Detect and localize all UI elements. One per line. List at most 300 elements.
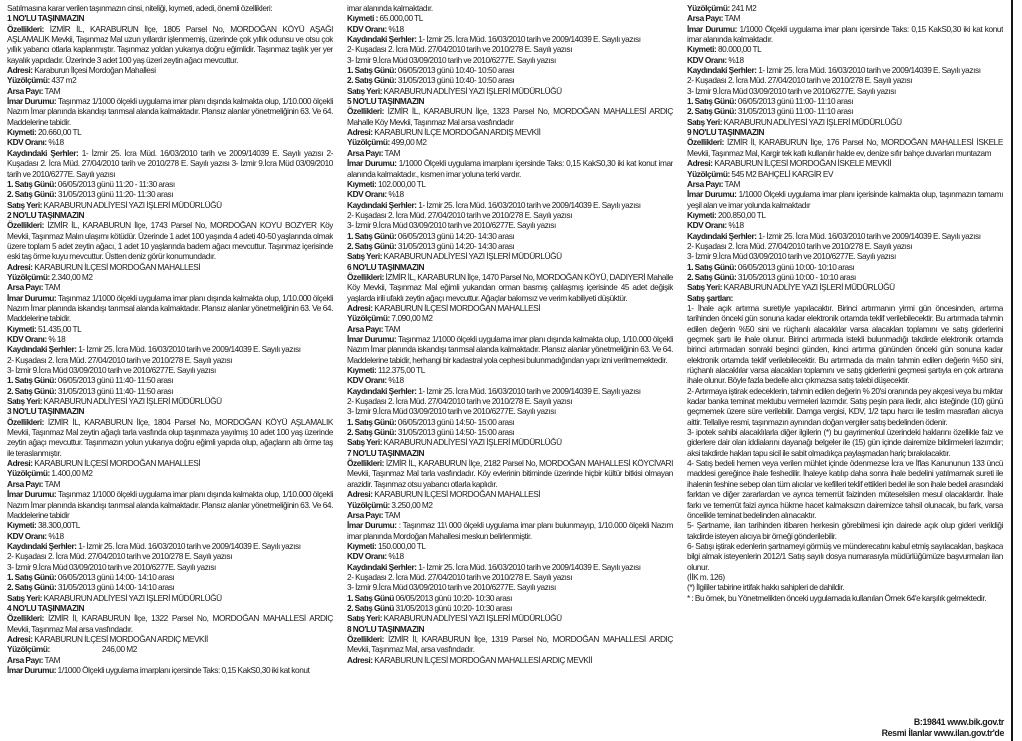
text-run: KARABURUN ADLİYESİ YAZI İŞLERİ MÜDÜRLÜĞÜ xyxy=(722,116,902,127)
bold-label: 2. Satış Günü: xyxy=(347,75,397,86)
notice-line xyxy=(7,386,333,396)
bold-label: 1. Satış Günü: xyxy=(687,261,737,272)
bold-label: Adresi: xyxy=(7,65,33,76)
text-run: Satılmasına karar verilen taşınmazın cinsi, niteliği, kıymeti, adedi, önemli özellikleri: xyxy=(7,3,273,13)
bold-label: 1. Satış Günü: xyxy=(7,375,57,386)
text-run: 3- İzmir 9.İcra Müd 03/09/2010 tarih ve 2010/6277E. Sayılı yazısı xyxy=(687,85,896,96)
notice-line xyxy=(7,458,333,468)
text-run: İZMİR İl, KARABURUN İlçe, 176 Parsel No, MORDOĞAN MAHALLESİ İSKELE Mevkii, Taşınmaz Mal, Kargir tek katlı kullanılır halde ev, denize sıfır bahçe duvarları muntazam xyxy=(687,137,1003,158)
bold-label: KDV Oranı: xyxy=(347,551,387,562)
bold-label: Yüzölçümü: xyxy=(7,644,50,655)
bold-label: Yüzölçümü: xyxy=(7,271,50,282)
notice-line xyxy=(347,34,673,44)
notice-line xyxy=(347,365,673,375)
text-run: KARABURUN ADLİYESİ YAZI İŞLERİ MÜDÜRLÜĞÜ xyxy=(42,592,222,603)
bold-label: 8 NO'LU TAŞINMAZIN xyxy=(347,623,425,634)
text-run: %18 xyxy=(386,189,404,200)
text-run: 06/05/2013 günü 10:00- 10:10 arası xyxy=(736,261,855,272)
text-run: KARABURUN İLÇESİ MORDOĞAN MAHALLESİ xyxy=(32,261,201,272)
text-run: İZMİR İL, KARABURUN İlçe, 1470 Parsel No, MORDOĞAN KÖYÜ, DADIYERİ Mahalle Köy Mevkii, Taşınmaz Mal eğimli yukarıdan orman basmış çalılaşmış içerisinde 45 adet değişik yaşlarda irili ufaklı zeytin ağaçı mevcuttur. Ağaçlar bakımsız ve verim kabiliyeti düşüktür. xyxy=(347,271,673,303)
notice-line xyxy=(7,179,333,189)
notice-line xyxy=(7,375,333,385)
bold-label: İmar Durumu: xyxy=(347,334,397,344)
notice-line xyxy=(7,644,333,654)
text-run: 102.000,00 TL xyxy=(376,178,426,189)
bold-label: Kıymeti: xyxy=(347,365,377,376)
notice-line xyxy=(687,3,1003,13)
notice-line xyxy=(347,375,673,385)
column-2 xyxy=(347,3,673,739)
bold-label: İmar Durumu: xyxy=(347,158,397,169)
bold-label: Kıymeti: xyxy=(347,178,377,189)
notice-line xyxy=(347,427,673,437)
notice-line xyxy=(687,44,1003,54)
notice-line xyxy=(7,593,333,603)
bold-label: Arsa Payı: xyxy=(687,13,724,24)
notice-line xyxy=(347,55,673,65)
text-run: 31/05/2013 günü 10:40- 10:50 arası xyxy=(396,75,515,86)
bold-label: Kaydındaki Şerhler: xyxy=(687,230,757,241)
bold-label: 4 NO'LU TAŞINMAZIN xyxy=(7,602,85,613)
bold-label: İmar Durumu: xyxy=(7,665,57,675)
notice-line xyxy=(347,386,673,396)
bold-label: İmar Durumu: xyxy=(687,23,737,34)
notice-line xyxy=(347,137,673,147)
notice-line xyxy=(347,24,673,34)
notice-line xyxy=(347,272,673,303)
notice-line xyxy=(7,355,333,365)
bold-label: Kaydındaki Şerhler: xyxy=(7,344,77,355)
text-run: 246,00 M2 xyxy=(101,644,137,655)
bold-label: Kaydındaki Şerhler: xyxy=(347,199,417,210)
text-run: TAM xyxy=(383,509,401,520)
sale-term-1 xyxy=(687,303,1003,386)
text-run: TAM xyxy=(383,147,401,158)
text-run: İZMİR İL, KARABURUN İlçe, 1804 Parsel No, MORDOĞAN KÖYÜ AŞLAMALIK Mevkii, Taşınmaz Mal zeytin ağaçlı tarla vasfında olup taşınmaza yayılmış 10 adet 100 yaş üzerinde zeytin ağaçı mevcuttur. Taşınmazın yolun yukarıya doğru eğimli yapıda olup, ağaçların altı örme taş ile teraslanmıştır. xyxy=(7,416,333,458)
text-run: %18 xyxy=(386,375,404,386)
notice-line xyxy=(7,334,333,344)
notice-line xyxy=(687,282,1003,292)
text-run: 3.250,00 M2 xyxy=(389,499,433,510)
notice-line xyxy=(687,106,1003,116)
bold-label: Özellikleri: xyxy=(347,106,384,117)
bik-code: B:19841 www.bik.gov.tr xyxy=(913,716,1004,727)
notice-line xyxy=(347,324,673,334)
text-run: 4- Satış bedeli hemen veya verilen mühlet içinde ödenmezse İcra ve İflas Kanununun 133 üncü maddesi gereğince ihale feshedilir. İhaleye katılıp daha sonra ihale bedelini yatılmamak sureti ile ihalenin feshine sebep olan tüm alıcılar ve kefilleri teklif ettikleri bedel ile son ihale bedeli arasındaki farktan ve diğer zararlardan ve ayrıca temerrüt faizinden müteselsilen mesul olacaklardır. İhale farkı ve temerrüt faizi ayrıca hükme hacet kalmaksızın dairemizce tahsil olunacak, bu fark, varsa öncelikle teminat bedelinden alınacaktır. xyxy=(687,458,1003,520)
bold-label: 1. Satış Günü: xyxy=(347,230,397,241)
sale-term-6 xyxy=(687,541,1003,572)
bold-label: KDV Oranı: xyxy=(7,530,47,541)
text-run: %18 xyxy=(46,530,64,541)
notice-line xyxy=(7,127,333,137)
notice-line xyxy=(347,551,673,561)
bold-label: 2. Satış Günü: xyxy=(687,106,737,117)
text-run: 1/1000 Ölçekli uygulama imar planı içersinde Taks: 0,15 KakS0,30 iki kat konut imar alanında kalmaktadır. xyxy=(687,23,1003,45)
text-run: İZMİR İl, KARABURUN İlçe, 1322 Parsel No, MORDOĞAN MAHALLESİ ARDIÇ Mevkii, Taşınmaz Mal arsa vasfındadır. xyxy=(7,613,333,634)
text-run: 80.000,00 TL xyxy=(716,44,762,55)
notice-line xyxy=(347,241,673,251)
text-run: (*) İlgililer tabirine irtifak hakkı sahipleri de dahildir. xyxy=(687,582,845,593)
bold-label: Yüzölçümü: xyxy=(687,3,730,13)
notice-line xyxy=(7,562,333,572)
bold-label: Satış Yeri: xyxy=(7,592,43,603)
bold-label: Arsa Payı: xyxy=(7,85,44,96)
bold-label: İmar Durumu: xyxy=(687,189,737,200)
bold-label: 2 NO'LU TAŞINMAZIN xyxy=(7,209,85,220)
text-run: KARABURUN İLÇESİ MORDOĞAN MAHALLESİ xyxy=(32,458,201,469)
intro-line xyxy=(7,3,333,13)
bold-label: 2. Satış Günü: xyxy=(347,427,397,438)
text-run: KARABURUN ADLİYESİ YAZI İŞLERİ MÜDÜRLÜĞÜ xyxy=(382,85,562,96)
notice-columns xyxy=(7,3,1003,739)
notice-line xyxy=(347,75,673,85)
bold-label: Yüzölçümü: xyxy=(347,137,390,148)
bold-label: Özellikleri: xyxy=(7,23,44,34)
notice-line xyxy=(687,117,1003,127)
notice-line xyxy=(7,282,333,292)
text-run: 3- ipotek sahibi alacaklılarla diğer ilgilerin (*) bu gayrimenkul üzerindeki haklarını özellikle faiz ve giderlere dair olan iddialarını dayanağı belgeler ile (15) gün içinde dairemize bildirmeleri lazımdır; aksi takdirde hakları tapu sicil ile sabit olmadıkça paylaşmadan hariç bırakılacaktır. xyxy=(687,427,1003,458)
text-run: KARABURUN ADLİYESİ YAZI İŞLERİ MÜDÜRLÜĞÜ xyxy=(382,251,562,262)
notice-line xyxy=(347,396,673,406)
text-run: KARABURUN ADLİYESİ YAZI İŞLERİ MÜDÜRLÜĞÜ xyxy=(382,613,562,624)
bold-label: Arsa Payı: xyxy=(687,178,724,189)
text-run: 6- Satışı iştirak edenlerin şartnameyi görmüş ve münderecatını kabul etmiş sayılacakları, başkaca bilgi almak isteyenlerin 2012/1 Satış sayılı dosya numarasıyla müdürlüğümüze başvurmaları ilan olunur. xyxy=(687,540,1003,572)
notice-line xyxy=(347,251,673,261)
text-run: 31/05/2013 günü 10:20- 10:30 arası xyxy=(393,602,513,613)
notice-line xyxy=(7,417,333,458)
text-run: 2- Kuşadası 2. İcra Müd. 27/04/2010 tarih ve 2010/278 E. Sayılı yazısı xyxy=(347,396,573,407)
text-run: Taşınmaz 1/1000 ölçekli uygulama imar planı dışında kalmakta olup, 1/10.000 ölçekli Nazım İmar planında iskandışı tarımsal alanda kalmaktadır. Plansız alanlar yönetmeliğinin 63. Ve 64. Maddelerine tabidir. xyxy=(7,96,333,127)
text-run: 65.000,00 TL xyxy=(377,13,423,24)
text-run: TAM xyxy=(43,282,61,293)
bold-label: Adresi: xyxy=(687,158,713,169)
text-run: TAM xyxy=(723,13,741,24)
notice-line xyxy=(7,272,333,282)
text-run: 1- İhale açık artırma suretiyle yapılacaktır. Birinci artırmanın yirmi gün öncesinden, artırma tarihinden önceki gün sonuna kadar elektronik ortamda teklif verilebilecektir. Bu artırmada tahmin edilen değerin %50 sini ve rüçhanlı alacaklılar varsa alacakları toplamını ve satış giderlerini geçmek şartı ile ihale olunur. Birinci artırmada istekli bulunmadığı takdirde elektronik ortamda birinci artırmadan sonraki beşinci günden, ikinci artırma gününden önceki gün sonuna kadar elektronik ortamda teklif verilebilecektir. Bu artırmada da malın tahmin edilen değerin %50 sini, rüçhanlı alacaklılar varsa alacakları toplamını ve satış giderlerini geçmesi şartıyla en çok artırana ihale olunur. Böyle fazla bedelle alıcı çıkmazsa satış talebi düşecektir. xyxy=(687,302,1003,386)
text-run: KARABURUN İLÇESİ MORDOĞAN İSKELE MEVKİİ xyxy=(712,158,892,169)
bold-label: 2. Satış Günü: xyxy=(7,385,57,396)
notice-line xyxy=(687,65,1003,75)
text-run: 2- Artırmaya iştirak edeceklerin, tahmin edilen değerin % 20'si oranında pey akçesi veya bu miktar kadar banka teminat mektubu vermeleri lazımdır. Satış peşin para iledir, alıcı isteğinde (10) günü geçmemek üzere süre verilebilir. Damga vergisi, KDV, 1/2 tapu harcı ile teslim masrafları alıcıya aittir. Tellaliye resmi, taşınmazın aynından doğan vergiler satış bedelinden ödenir. xyxy=(687,385,1003,427)
bold-label: Arsa Payı: xyxy=(347,147,384,158)
bold-label: Özellikleri: xyxy=(347,271,384,282)
bold-label: 2. Satış Günü: xyxy=(687,271,737,282)
text-run: Taşınmaz 1/1000 ölçekli uygulama imar planı dışında kalmakta olup, 1/10.000 ölçekli Nazım İmar planında iskandışı tarımsal alanda kalmaktadır. Plansız alanlar yönetmeliğinin 63. Ve 64. Maddelerine tabidir, herhangi bir kadastral yola cephesi bulunmadığından yapı izni verilmemektedir. xyxy=(347,334,673,365)
notice-line xyxy=(347,44,673,54)
text-run: 2- Kuşadası 2. İcra Müd. 27/04/2010 tarih ve 2010/278 E. Sayılı yazısı xyxy=(687,240,913,251)
text-run: 1.400,00 M2 xyxy=(49,468,93,479)
notice-line xyxy=(687,55,1003,65)
notice-line xyxy=(687,593,1003,603)
notice-line xyxy=(7,344,333,354)
bold-label: Arsa Payı: xyxy=(7,478,44,489)
bold-label: Kaydındaki Şerhler: xyxy=(347,561,417,572)
text-run: TAM xyxy=(43,654,61,665)
page-right-border xyxy=(1011,0,1013,741)
text-run: (İİK m. 126) xyxy=(687,571,725,582)
text-run: Taşınmaz 1/1000 ölçekli uygulama imar planı dışında kalmakta olup, 1/10.000 ölçekli Nazım İmar planında iskandışı tarımsal alanda kalmaktadır. Plansız alanlar yönetmeliğinin 63. Ve 64. Maddelerine tabidir xyxy=(7,489,333,520)
notice-line xyxy=(687,24,1003,45)
notice-line xyxy=(347,210,673,220)
bold-label: İmar Durumu: xyxy=(347,520,397,531)
notice-line xyxy=(7,220,333,261)
bold-label: İmar Durumu: xyxy=(7,292,57,303)
property-2-heading xyxy=(7,210,333,220)
text-run: 06/05/2013 günü 14:20- 14:30 arası xyxy=(396,230,515,241)
notice-line xyxy=(347,106,673,127)
bold-label: KDV Oranı: xyxy=(7,137,47,148)
text-run: 241 M2 xyxy=(729,3,757,13)
text-run: 2- Kuşadası 2. İcra Müd. 27/04/2010 tarih ve 2010/278 E. Sayılı yazısı xyxy=(687,75,913,86)
sale-term-4 xyxy=(687,458,1003,520)
bold-label: Adresi: xyxy=(347,654,373,665)
notice-line xyxy=(347,86,673,96)
text-run: 200.850,00 TL xyxy=(716,209,766,220)
text-run: %18 xyxy=(726,220,744,231)
notice-line xyxy=(687,169,1003,179)
text-run: %18 xyxy=(386,551,404,562)
notice-line xyxy=(7,468,333,478)
text-run: 2- Kuşadası 2. İcra Müd. 27/04/2010 tarih ve 2010/278 E. Sayılı yazısı xyxy=(347,571,573,582)
notice-line xyxy=(347,655,673,665)
text-run: 1- İzmir 25. İcra Müd. 16/03/2010 tarih ve 2009/14039 E. Sayılı yazısı xyxy=(416,385,641,396)
notice-line xyxy=(687,220,1003,230)
text-run: Karaburun İlçesi Mordoğan Mahallesi xyxy=(32,65,156,76)
property-6-heading xyxy=(347,262,673,272)
text-run: 5- Şartname, ilan tarihinden itibaren herkesin görebilmesi için dairede açık olup gideri verildiği takdirde isteyen alıcıya bir örneği gönderilebilir. xyxy=(687,520,1003,541)
text-run: 06/05/2013 günü 14:50- 15:00 arası xyxy=(396,416,515,427)
bold-label: Kaydındaki Şerhler: xyxy=(687,65,757,76)
sale-term-5 xyxy=(687,520,1003,541)
text-run: Taşınmaz 1/1000 ölçekli uygulama imar planı dışında kalmakta olup, 1/10.000 ölçekli Nazım İmar planında iskandışı tarımsal alanda kalmaktadır. Plansız alanlar yönetmeliğinin 63. Ve 64. Maddelerine tabidir. xyxy=(7,292,333,324)
text-run: 2- Kuşadası 2. İcra Müd. 27/04/2010 tarih ve 2010/278 E. Sayılı yazısı xyxy=(347,44,573,55)
text-run: İZMİR İL, KARABURUN İlçe, 2182 Parsel No, MORDOĞAN MAHALLESİ KÖYCİVARI Mevkii, Taşınmaz Mal tarla vasfındadır. Köy evlerinin bitiminde üzerinde hiçbir kültür bitkisi olmayan arazidir. Taşınmaz otsu yabancı otlarla kaplıdır. xyxy=(347,458,673,489)
bold-label: Satış Yeri: xyxy=(7,199,43,210)
bold-label: Kıymeti: xyxy=(7,323,37,334)
bold-label: Kaydındaki Şerhler: xyxy=(7,540,77,551)
text-run: %18 xyxy=(46,137,64,148)
bold-label: Kıymeti: xyxy=(687,209,717,220)
bold-label: 1. Satış Günü: xyxy=(347,416,397,427)
text-run: 150.000,00 TL xyxy=(376,540,426,551)
notice-line xyxy=(7,189,333,199)
notice-line xyxy=(7,24,333,65)
text-run: 7.090,00 M2 xyxy=(389,313,433,324)
notice-line xyxy=(687,241,1003,251)
notice-line xyxy=(347,613,673,623)
text-run: KARABURUN ADLİYESİ YAZI İŞLERİ MÜDÜRLÜĞÜ xyxy=(42,199,222,210)
notice-line xyxy=(7,520,333,530)
text-run: KARABURUN İLÇESİ MORDOĞAN MAHALLESİ ARDIÇ MEVKİİ xyxy=(372,654,593,665)
text-run: % 18 xyxy=(46,334,66,344)
notice-line xyxy=(347,489,673,499)
notice-line xyxy=(347,562,673,572)
text-run: 3- İzmir 9.İcra Müd 03/09/2010 tarih ve 2010/6277E. Sayılı yazısı xyxy=(347,406,556,417)
notice-line xyxy=(687,572,1003,582)
text-run: TAM xyxy=(723,178,741,189)
notice-line xyxy=(687,210,1003,220)
bold-label: Adresi: xyxy=(347,489,373,500)
notice-line xyxy=(347,510,673,520)
notice-line xyxy=(347,500,673,510)
text-run: 3- İzmir 9.İcra Müd 03/09/2010 tarih ve 2010/6277E. Sayılı yazısı xyxy=(347,220,556,231)
notice-line xyxy=(687,179,1003,189)
bold-label: Kıymeti: xyxy=(347,540,377,551)
notice-line xyxy=(7,551,333,561)
text-run: : Taşınmaz 11\ 000 ölçekli uygulama imar planı bulunmayıp, 1/10.000 ölçekli Nazım imar planında Mordoğan Mahallesi meskun belirlenmiştir. xyxy=(347,520,673,541)
bold-label: Özellikleri: xyxy=(687,137,724,148)
notice-line xyxy=(7,582,333,592)
text-run: 06/05/2013 günü 10:40- 10:50 arası xyxy=(396,65,515,76)
text-run: 31/05/2013 günü 10:00 - 10:10 arası xyxy=(736,271,856,282)
text-run: 1/1000 Ölçekli uygulama imar planı içerisinde kalmakta olup, taşınmazın tamamı yeşil alan ve imar yolunda kalmaktadır xyxy=(687,189,1003,210)
notice-line xyxy=(7,655,333,665)
bold-label: KDV Oranı: xyxy=(687,220,727,231)
notice-line xyxy=(687,231,1003,241)
text-run: 3- İzmir 9.İcra Müd 03/09/2010 tarih ve 2010/6277E. Sayılı yazısı xyxy=(687,251,896,262)
notice-line xyxy=(7,479,333,489)
bold-label: 9 NO'LU TAŞINMAZIN xyxy=(687,127,765,138)
bold-label: 2. Satış Günü xyxy=(347,602,394,613)
bold-label: KDV Oranı: xyxy=(7,334,47,344)
text-run: 3- İzmir 9.İcra Müd 03/09/2010 tarih ve 2010/6277E. Sayılı yazısı xyxy=(347,54,556,65)
bold-label: KDV Oranı: xyxy=(347,375,387,386)
text-run: KARABURUN İLÇESİ MORDOĞAN ARDIÇ MEVKİİ xyxy=(32,633,208,644)
notice-line xyxy=(347,179,673,189)
notice-line xyxy=(7,541,333,551)
notice-line xyxy=(7,572,333,582)
bold-label: 2. Satış Günü: xyxy=(347,240,397,251)
notice-line xyxy=(347,313,673,323)
bold-label: 1. Satış Günü: xyxy=(7,571,57,582)
notice-line xyxy=(7,489,333,520)
bold-label: Satış şartları: xyxy=(687,292,733,303)
notice-line xyxy=(687,251,1003,261)
text-run: 31/05/2013 günü 11:00- 11:10 arası xyxy=(736,106,854,117)
bold-label: Satış Yeri: xyxy=(347,85,383,96)
bold-label: Satış Yeri: xyxy=(687,116,723,127)
notice-line xyxy=(687,262,1003,272)
text-run: 51.435,00 TL xyxy=(36,323,82,334)
bold-label: 1. Satış Günü: xyxy=(687,96,737,107)
notice-line xyxy=(687,272,1003,282)
bold-label: Özellikleri: xyxy=(7,220,44,231)
notice-line xyxy=(347,200,673,210)
text-run: 1- İzmir 25. İcra Müd. 16/03/2010 tarih ve 2009/14039 E. Sayılı yazısı xyxy=(756,230,981,241)
notice-line xyxy=(347,158,673,179)
notice-line xyxy=(687,137,1003,158)
text-run: 3- İzmir 9.İcra Müd 03/09/2010 tarih ve 2010/6277E. Sayılı yazısı xyxy=(347,582,556,593)
notice-line xyxy=(687,158,1003,168)
text-run: İZMİR İL, KARABURUN İlçe, 1323 Parsel No, MORDOĞAN MAHALLESİ ARDIÇ Mahalle Köy Mevkii, Taşınmaz Mal arsa vasfındadır xyxy=(347,106,673,127)
bold-label: 1. Satış Günü: xyxy=(7,178,57,189)
text-run: İZMİR İl, KARABURUN İlçe, 1319 Parsel No, MORDOĞAN MAHALLESİ ARDIÇ Mevkii, Taşınmaz Mal, arsa vasfındadır. xyxy=(347,633,673,655)
text-run: 20.660,00 TL xyxy=(36,127,82,138)
bold-label: Yüzölçümü: xyxy=(7,75,50,86)
bold-label: Arsa Payı: xyxy=(7,282,44,293)
bold-label: İmar Durumu: xyxy=(7,96,57,107)
notice-line xyxy=(7,531,333,541)
notice-line xyxy=(7,137,333,147)
bold-label: Arsa Payı: xyxy=(347,323,384,334)
bold-label: Kaydındaki Şerhler: xyxy=(7,147,79,158)
bold-label: İmar Durumu: xyxy=(7,489,57,500)
text-run: %18 xyxy=(726,54,744,65)
bold-label: Kıymeti: xyxy=(7,127,37,138)
sale-term-2 xyxy=(687,386,1003,427)
text-run: 437 m2 xyxy=(49,75,77,86)
text-run: KARABURUN İLÇESİ MORDOĞAN MAHALLESİ xyxy=(372,489,541,500)
bold-label: Arsa Payı: xyxy=(347,509,384,520)
footer xyxy=(876,717,1004,739)
notice-line xyxy=(347,303,673,313)
text-run: * : Bu örnek, bu Yönetmelikten önceki uygulamada kullanılan Örnek 64'e karşılık gelmektedir. xyxy=(687,592,987,603)
bold-label: 1 NO'LU TAŞINMAZIN xyxy=(7,13,85,24)
text-run: %18 xyxy=(386,23,404,34)
notice-line xyxy=(347,148,673,158)
notice-line xyxy=(347,220,673,230)
bold-label: Kıymeti: xyxy=(687,44,717,55)
text-run: 31/05/2013 günü 11:40- 11:50 arası xyxy=(56,385,174,396)
text-run: 112.375,00 TL xyxy=(376,365,425,376)
notice-line xyxy=(687,13,1003,23)
text-run: 38.300,00TL xyxy=(36,520,80,531)
notice-line xyxy=(7,86,333,96)
bold-label: Özellikleri: xyxy=(7,613,44,624)
notice-line xyxy=(347,520,673,541)
notice-line xyxy=(7,148,333,179)
sale-term-3 xyxy=(687,427,1003,458)
text-run: 31/05/2013 günü 14:00- 14:10 arası xyxy=(56,582,175,593)
notice-line xyxy=(347,189,673,199)
text-run: 1/1000 Ölçekli uygulama imarplanı içersinde Taks: 0,15 KakS0,30 iki kat konut imar alanında kalmaktadır., kısmen imar yoluna terki vardır. xyxy=(347,158,673,179)
notice-line xyxy=(347,572,673,582)
notice-line xyxy=(7,396,333,406)
notice-line xyxy=(347,127,673,137)
text-run: 1- İzmir 25. İcra Müd. 16/03/2010 tarih ve 2009/14039 E. Sayılı yazısı xyxy=(756,65,981,76)
text-run: imar alanında kalmaktadır. xyxy=(347,3,433,13)
column-3 xyxy=(687,3,1003,739)
notice-line xyxy=(7,96,333,127)
notice-line xyxy=(347,65,673,75)
bold-label: Adresi: xyxy=(7,633,33,644)
notice-line xyxy=(347,417,673,427)
bold-label: Özellikleri: xyxy=(347,633,384,644)
notice-line xyxy=(687,96,1003,106)
bold-label: Yüzölçümü: xyxy=(347,313,390,324)
text-run: 1- İzmir 25. İcra Müd. 16/03/2010 tarih ve 2009/14039 E. Sayılı yazısı 2- Kuşadası 2. İcra Müd. 27/04/2010 tarih ve 2010/278 E. Sayılı yazısı 3- İzmir 9.İcra Müd 03/09/2010 tarih ve 2010/6277E. Sayılı yazısı xyxy=(7,147,333,179)
text-run: 3- İzmir 9.İcra Müd 03/09/2010 tarih ve 2010/6277E. Sayılı yazısı xyxy=(7,561,216,572)
notice-line xyxy=(347,13,673,23)
notice-line xyxy=(7,324,333,334)
text-run: İZMİR İL, KARABURUN İlçe, 1743 Parsel No, MORDOĞAN KOYU BOZYER Köy Mevkii, Taşınmaz Malın ulaşımı kötüdür. Üzerinde 1 adet 100 yaşında 4 adeti 40-50 yaşlarında olmak üzere toplam 5 adet zeytin ağacı, 1 adet 10 yaşlarında badem ağacı mevcuttur. Taşınmaz içerisinde eski taş örme kuyu mevcuttur. Üstten deniz görür konumundadır. xyxy=(7,220,333,262)
bold-label: 2. Satış Günü: xyxy=(7,189,57,200)
bold-label: 2. Satış Günü: xyxy=(7,582,57,593)
text-run: 545 M2 BAHÇELİ KARGİR EV xyxy=(729,168,834,179)
property-8-heading xyxy=(347,624,673,634)
bold-label: 5 NO'LU TAŞINMAZIN xyxy=(347,96,425,107)
notice-line xyxy=(347,458,673,489)
notice-line xyxy=(347,603,673,613)
text-run: KARABURUN İLÇESİ MORDOĞAN MAHALLESİ xyxy=(372,302,541,313)
bold-label: Kaydındaki Şerhler: xyxy=(347,385,417,396)
notice-line xyxy=(347,406,673,416)
bold-label: Adresi: xyxy=(7,261,33,272)
text-run: TAM xyxy=(43,478,61,489)
text-run: 31/05/2013 günü 14:20- 14:30 arası xyxy=(396,240,515,251)
text-run: KARABURUN İLÇE MORDOĞAN ARDIŞ MEVKİİ xyxy=(372,127,541,138)
text-run: 06/05/2013 günü 11:20 - 11:30 arası xyxy=(56,178,175,189)
